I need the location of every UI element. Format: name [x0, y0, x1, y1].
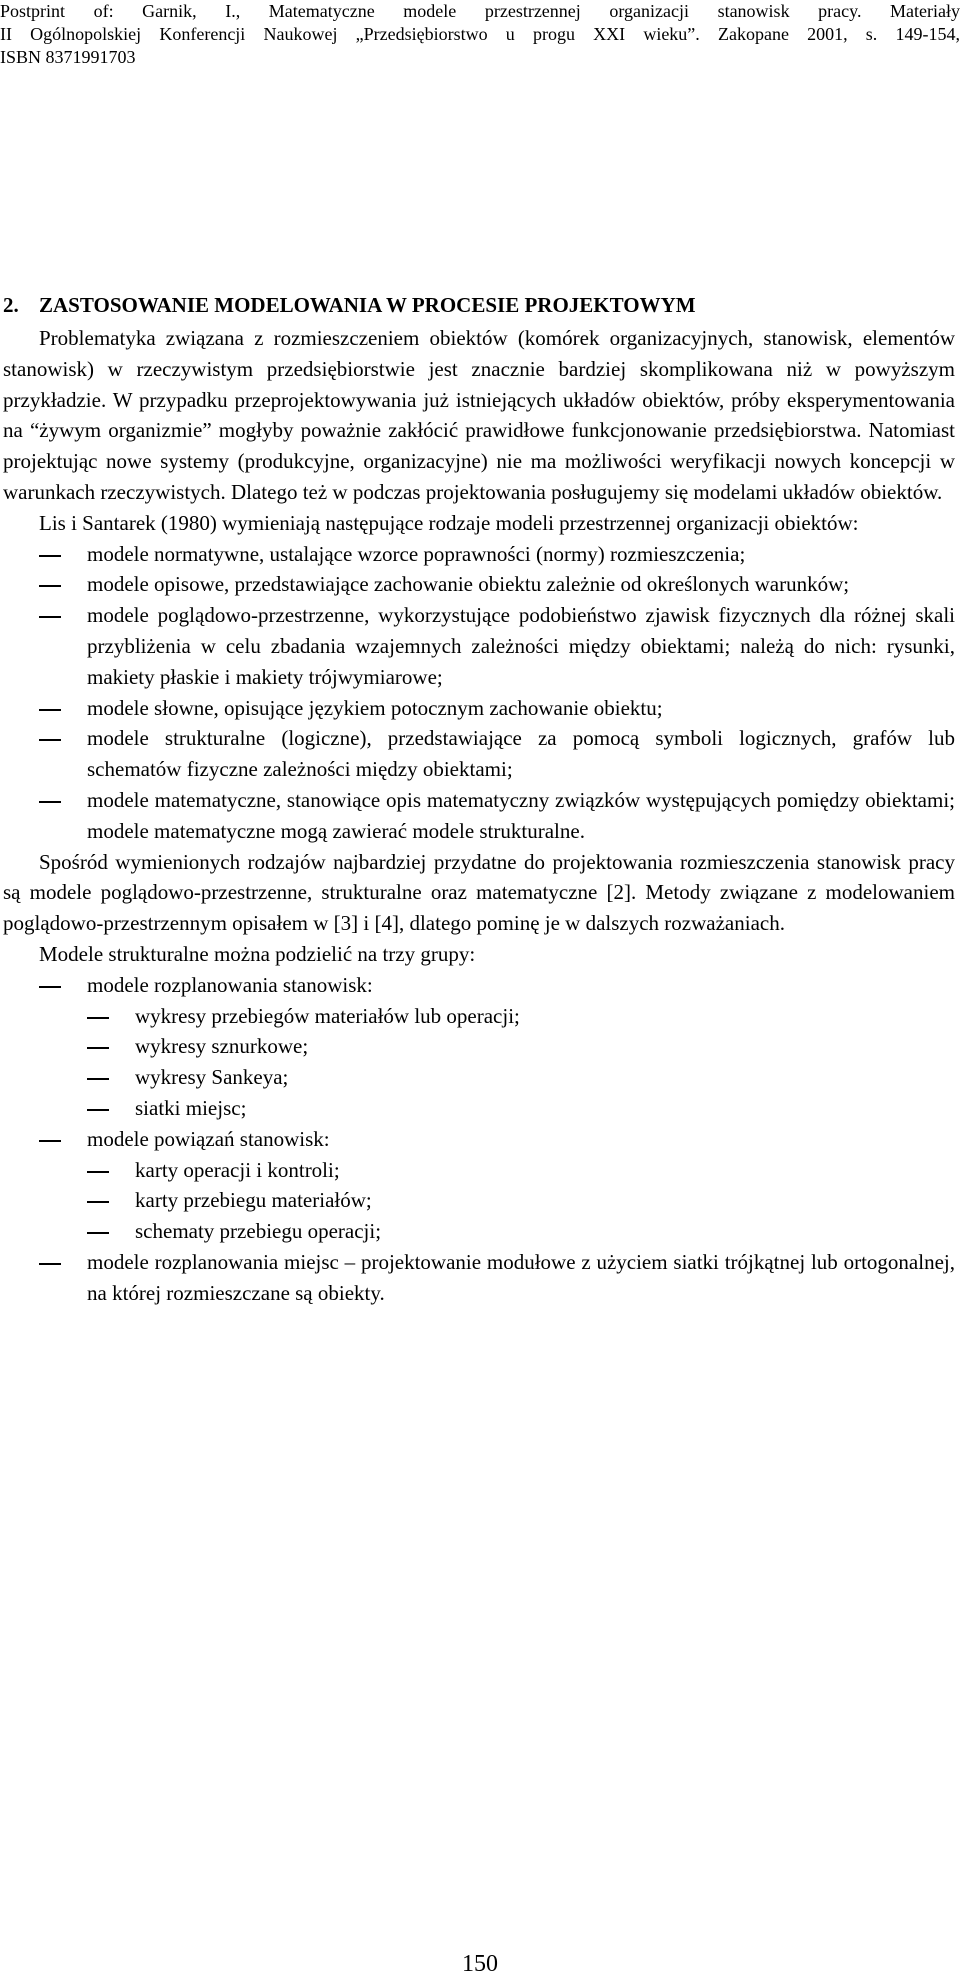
section-number: 2.	[3, 293, 19, 317]
sublist-item: karty przebiegu materiałów;	[87, 1185, 955, 1216]
list-group-rozplanowanie-miejsc: modele rozplanowania miejsc – projektowanie modułowe z użyciem siatki trójkątnej lub ortogonalnej, na której rozmieszczane są obiekty.	[3, 1247, 955, 1309]
citation-line-2: II Ogólnopolskiej Konferencji Naukowej „Przedsiębiorstwo u progu XXI wieku”. Zakopane 2001, s. 149-154,	[0, 24, 960, 44]
page-number: 150	[462, 1951, 498, 1977]
citation-line-1: Postprint of: Garnik, I., Matematyczne modele przestrzennej organizacji stanowisk pracy. Materiały	[0, 1, 960, 21]
page-body	[3, 291, 955, 1309]
list-item: modele strukturalne (logiczne), przedstawiające za pomocą symboli logicznych, grafów lub schematów fizyczne zależności między obiektami;	[3, 723, 955, 785]
paragraph-4: Modele strukturalne można podzielić na trzy grupy:	[39, 941, 476, 966]
list-group-label: modele rozplanowania stanowisk:	[87, 972, 373, 997]
sublist-item: wykresy Sankeya;	[87, 1062, 955, 1093]
model-types-list	[3, 539, 955, 847]
list-item: modele słowne, opisujące językiem potocznym zachowanie obiektu;	[3, 693, 955, 724]
paragraph-3: Spośród wymienionych rodzajów najbardziej przydatne do projektowania rozmieszczenia stanowisk pracy są modele poglądowo-przestrzenne, strukturalne oraz matematyczne [2]. Metody związane z modelowaniem poglądowo-przestrzennym opisałem w [3] i [4], dlatego pominę je w dalszych rozważaniach.	[3, 849, 955, 936]
section-heading	[3, 291, 955, 319]
paragraph-1: Problematyka związana z rozmieszczeniem obiektów (komórek organizacyjnych, stanowisk, elementów stanowisk) w rzeczywistym przedsiębiorstwie jest znacznie bardziej skomplikowana niż w powyższym przykładzie. W przypadku przeprojektowywania już istniejących układów obiektów, próby eksperymentowania na “żywym organizmie” mogłyby poważnie zakłócić prawidłowe funkcjonowanie przedsiębiorstwa. Natomiast projektując nowe systemy (produkcyjne, organizacyjne) nie ma możliwości weryfikacji nowych koncepcji w warunkach rzeczywistych. Dlatego też w podczas projektowania posługujemy się modelami układów obiektów.	[3, 326, 955, 504]
citation-line-3: ISBN 8371991703	[0, 47, 136, 67]
structural-models-list	[3, 970, 955, 1309]
sublist-item: wykresy przebiegów materiałów lub operacji;	[87, 1001, 955, 1032]
list-group-rozplanowanie-stanowisk	[3, 970, 955, 1124]
list-item: modele poglądowo-przestrzenne, wykorzystujące podobieństwo zjawisk fizycznych dla różnej skali przybliżenia w celu zbadania wzajemnych zależności między obiektami; należą do nich: rysunki, makiety płaskie i makiety trójwymiarowe;	[3, 600, 955, 692]
sublist-item: siatki miejsc;	[87, 1093, 955, 1124]
sublist-item: karty operacji i kontroli;	[87, 1155, 955, 1186]
list-item: modele opisowe, przedstawiające zachowanie obiektu zależnie od określonych warunków;	[3, 569, 955, 600]
postprint-citation	[0, 0, 960, 69]
list-group-powiazania-stanowisk	[3, 1124, 955, 1247]
sublist-item: schematy przebiegu operacji;	[87, 1216, 955, 1247]
list-group-label: modele powiązań stanowisk:	[87, 1126, 330, 1151]
paragraph-2: Lis i Santarek (1980) wymieniają następujące rodzaje modeli przestrzennej organizacji obiektów:	[39, 510, 859, 535]
sublist-item: wykresy sznurkowe;	[87, 1031, 955, 1062]
list-item: modele matematyczne, stanowiące opis matematyczny związków występujących pomiędzy obiektami; modele matematyczne mogą zawierać modele strukturalne.	[3, 785, 955, 847]
list-item: modele normatywne, ustalające wzorce poprawności (normy) rozmieszczenia;	[3, 539, 955, 570]
sublist	[87, 1155, 955, 1247]
sublist	[87, 1001, 955, 1124]
section-title: ZASTOSOWANIE MODELOWANIA W PROCESIE PROJEKTOWYM	[39, 293, 696, 317]
